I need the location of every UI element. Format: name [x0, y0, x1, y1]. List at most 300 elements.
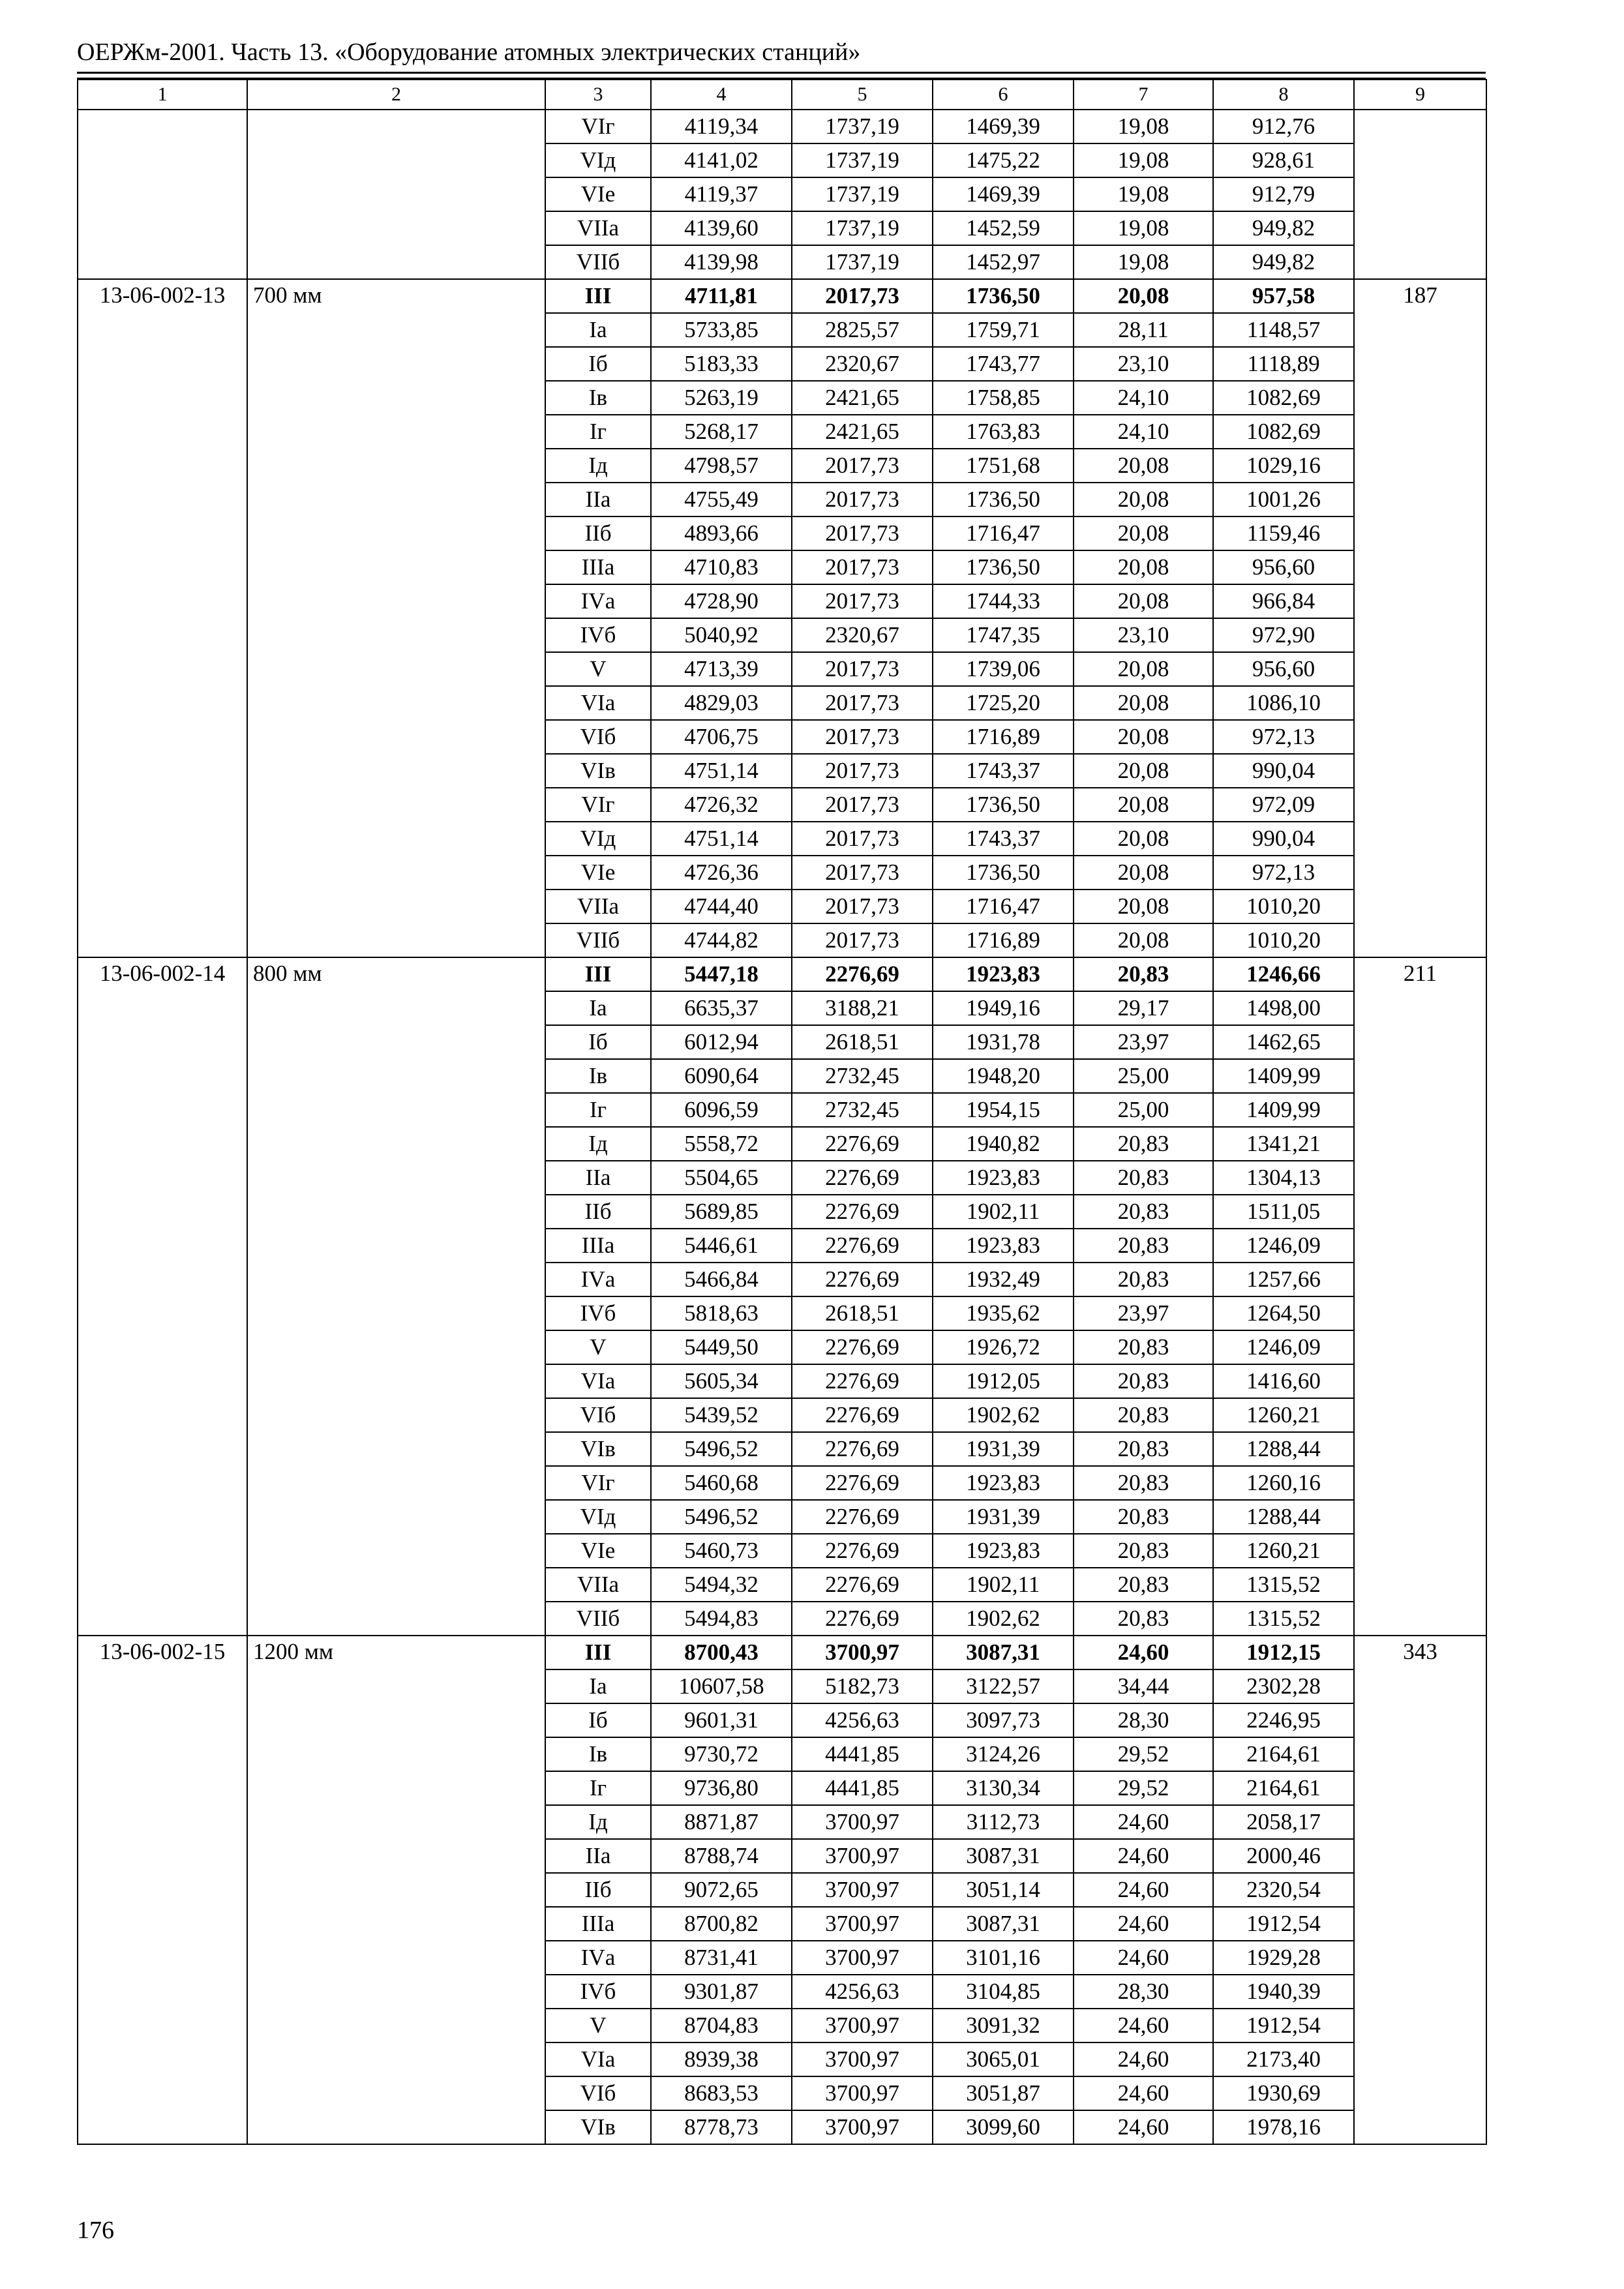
value-cell: 20,83 — [1074, 957, 1213, 991]
value-cell: 1409,99 — [1213, 1059, 1354, 1093]
zone-cell: V — [545, 1330, 651, 1364]
value-cell: 1462,65 — [1213, 1025, 1354, 1059]
value-cell: 949,82 — [1213, 211, 1354, 245]
value-cell: 1926,72 — [933, 1330, 1074, 1364]
value-cell: 1940,39 — [1213, 1975, 1354, 2009]
value-cell: 4751,14 — [651, 754, 792, 788]
zone-cell: Iб — [545, 347, 651, 381]
zone-cell: VIа — [545, 686, 651, 720]
value-cell: 6096,59 — [651, 1093, 792, 1127]
zone-cell: IVа — [545, 584, 651, 618]
value-cell: 8778,73 — [651, 2110, 792, 2144]
zone-cell: Iа — [545, 1669, 651, 1703]
value-cell: 1923,83 — [933, 1534, 1074, 1568]
value-cell: 5466,84 — [651, 1263, 792, 1296]
value-cell: 20,83 — [1074, 1534, 1213, 1568]
value-cell: 2164,61 — [1213, 1737, 1354, 1771]
value-cell: 2000,46 — [1213, 1839, 1354, 1873]
value-cell: 8788,74 — [651, 1839, 792, 1873]
value-cell: 23,97 — [1074, 1296, 1213, 1330]
value-cell: 5733,85 — [651, 313, 792, 347]
value-cell: 20,83 — [1074, 1330, 1213, 1364]
value-cell: 2825,57 — [792, 313, 933, 347]
value-cell: 5446,61 — [651, 1229, 792, 1263]
value-cell: 1978,16 — [1213, 2110, 1354, 2144]
value-cell: 4893,66 — [651, 516, 792, 550]
value-cell: 1923,83 — [933, 1161, 1074, 1195]
value-cell: 2276,69 — [792, 1568, 933, 1602]
value-cell: 3051,14 — [933, 1873, 1074, 1907]
zone-cell: VIе — [545, 856, 651, 890]
value-cell: 1935,62 — [933, 1296, 1074, 1330]
value-cell: 5268,17 — [651, 415, 792, 449]
zone-cell: VIв — [545, 2110, 651, 2144]
value-cell: 972,90 — [1213, 618, 1354, 652]
value-cell: 1416,60 — [1213, 1364, 1354, 1398]
value-cell: 9301,87 — [651, 1975, 792, 2009]
value-cell: 3087,31 — [933, 1636, 1074, 1669]
value-cell: 1923,83 — [933, 957, 1074, 991]
value-cell: 2320,67 — [792, 618, 933, 652]
value-cell: 1469,39 — [933, 177, 1074, 211]
value-cell: 1082,69 — [1213, 415, 1354, 449]
value-cell: 1341,21 — [1213, 1127, 1354, 1161]
header-rule — [77, 72, 1486, 74]
value-cell: 24,60 — [1074, 1805, 1213, 1839]
value-cell: 24,10 — [1074, 415, 1213, 449]
value-cell: 24,60 — [1074, 1907, 1213, 1941]
value-cell: 5449,50 — [651, 1330, 792, 1364]
value-cell: 20,83 — [1074, 1364, 1213, 1398]
column-number: 1 — [78, 80, 247, 110]
value-cell: 2732,45 — [792, 1093, 933, 1127]
value-cell: 20,08 — [1074, 449, 1213, 483]
value-cell: 20,83 — [1074, 1229, 1213, 1263]
zone-cell: VIIа — [545, 211, 651, 245]
value-cell: 2276,69 — [792, 1500, 933, 1534]
zone-cell: Iв — [545, 381, 651, 415]
value-cell: 1010,20 — [1213, 923, 1354, 957]
value-cell: 972,13 — [1213, 720, 1354, 754]
value-cell: 990,04 — [1213, 754, 1354, 788]
value-cell: 25,00 — [1074, 1093, 1213, 1127]
value-cell: 1948,20 — [933, 1059, 1074, 1093]
value-cell: 1759,71 — [933, 313, 1074, 347]
value-cell: 912,79 — [1213, 177, 1354, 211]
value-cell: 972,13 — [1213, 856, 1354, 890]
value-cell: 24,10 — [1074, 381, 1213, 415]
value-cell: 2017,73 — [792, 923, 933, 957]
value-cell: 1475,22 — [933, 143, 1074, 177]
value-cell: 4728,90 — [651, 584, 792, 618]
zone-cell: IVа — [545, 1941, 651, 1975]
value-cell: 4119,37 — [651, 177, 792, 211]
value-cell: 1716,89 — [933, 720, 1074, 754]
value-cell: 1751,68 — [933, 449, 1074, 483]
value-cell: 5496,52 — [651, 1432, 792, 1466]
zone-cell: IIб — [545, 1195, 651, 1229]
column-number: 9 — [1354, 80, 1486, 110]
value-cell: 2276,69 — [792, 1263, 933, 1296]
value-cell: 20,08 — [1074, 856, 1213, 890]
value-cell: 1716,47 — [933, 516, 1074, 550]
value-cell: 3104,85 — [933, 1975, 1074, 2009]
value-cell: 2618,51 — [792, 1296, 933, 1330]
value-cell: 1716,89 — [933, 923, 1074, 957]
value-cell: 4829,03 — [651, 686, 792, 720]
value-cell: 20,08 — [1074, 788, 1213, 822]
value-cell: 2302,28 — [1213, 1669, 1354, 1703]
value-cell: 1498,00 — [1213, 991, 1354, 1025]
value-cell: 949,82 — [1213, 245, 1354, 279]
value-cell: 3700,97 — [792, 1805, 933, 1839]
value-cell: 6635,37 — [651, 991, 792, 1025]
value-cell: 2276,69 — [792, 1602, 933, 1636]
page-title: ОЕРЖм-2001. Часть 13. «Оборудование атомных электрических станций» — [77, 38, 861, 66]
zone-cell: VIIб — [545, 1602, 651, 1636]
value-cell: 5263,19 — [651, 381, 792, 415]
value-cell: 24,60 — [1074, 1839, 1213, 1873]
value-cell: 9072,65 — [651, 1873, 792, 1907]
value-cell: 1452,59 — [933, 211, 1074, 245]
value-cell: 3051,87 — [933, 2076, 1074, 2110]
value-cell: 20,83 — [1074, 1602, 1213, 1636]
value-cell: 24,60 — [1074, 1941, 1213, 1975]
value-cell: 2058,17 — [1213, 1805, 1354, 1839]
value-cell: 19,08 — [1074, 143, 1213, 177]
value-cell: 19,08 — [1074, 211, 1213, 245]
value-cell: 29,52 — [1074, 1771, 1213, 1805]
value-cell: 20,83 — [1074, 1263, 1213, 1296]
zone-cell: Iд — [545, 1127, 651, 1161]
value-cell: 2017,73 — [792, 890, 933, 923]
value-cell: 990,04 — [1213, 822, 1354, 856]
extra-value-cell: 187 — [1354, 279, 1486, 957]
value-cell: 956,60 — [1213, 550, 1354, 584]
value-cell: 4751,14 — [651, 822, 792, 856]
value-cell: 9736,80 — [651, 1771, 792, 1805]
value-cell: 28,30 — [1074, 1975, 1213, 2009]
value-cell: 1923,83 — [933, 1466, 1074, 1500]
value-cell: 3700,97 — [792, 1941, 933, 1975]
value-cell: 4744,82 — [651, 923, 792, 957]
column-number-row — [78, 80, 1486, 110]
value-cell: 8939,38 — [651, 2042, 792, 2076]
value-cell: 28,30 — [1074, 1703, 1213, 1737]
value-cell: 24,60 — [1074, 2009, 1213, 2042]
column-number: 8 — [1213, 80, 1354, 110]
zone-cell: IIIа — [545, 550, 651, 584]
value-cell: 3097,73 — [933, 1703, 1074, 1737]
rates-table — [77, 79, 1487, 2145]
value-cell: 2276,69 — [792, 1229, 933, 1263]
rate-code-cell: 13-06-002-14 — [78, 957, 247, 1636]
zone-cell: Iа — [545, 313, 651, 347]
value-cell: 3188,21 — [792, 991, 933, 1025]
value-cell: 1315,52 — [1213, 1602, 1354, 1636]
zone-cell: III — [545, 1636, 651, 1669]
value-cell: 8871,87 — [651, 1805, 792, 1839]
zone-cell: VIв — [545, 754, 651, 788]
value-cell: 29,17 — [1074, 991, 1213, 1025]
column-number: 4 — [651, 80, 792, 110]
value-cell: 1739,06 — [933, 652, 1074, 686]
zone-cell: Iд — [545, 449, 651, 483]
value-cell: 3700,97 — [792, 1907, 933, 1941]
value-cell: 24,60 — [1074, 1636, 1213, 1669]
value-cell: 1260,16 — [1213, 1466, 1354, 1500]
value-cell: 24,60 — [1074, 2110, 1213, 2144]
zone-cell: IIб — [545, 1873, 651, 1907]
value-cell: 5496,52 — [651, 1500, 792, 1534]
zone-cell: VIг — [545, 788, 651, 822]
value-cell: 1737,19 — [792, 177, 933, 211]
value-cell: 29,52 — [1074, 1737, 1213, 1771]
zone-cell: Iа — [545, 991, 651, 1025]
value-cell: 1902,62 — [933, 1398, 1074, 1432]
value-cell: 20,83 — [1074, 1500, 1213, 1534]
rate-code-cell: 13-06-002-13 — [78, 279, 247, 957]
value-cell: 1758,85 — [933, 381, 1074, 415]
value-cell: 1288,44 — [1213, 1500, 1354, 1534]
value-cell: 1737,19 — [792, 245, 933, 279]
value-cell: 3124,26 — [933, 1737, 1074, 1771]
value-cell: 1264,50 — [1213, 1296, 1354, 1330]
value-cell: 1932,49 — [933, 1263, 1074, 1296]
value-cell: 2017,73 — [792, 279, 933, 313]
value-cell: 20,83 — [1074, 1161, 1213, 1195]
value-cell: 1452,97 — [933, 245, 1074, 279]
value-cell: 8704,83 — [651, 2009, 792, 2042]
value-cell: 1260,21 — [1213, 1534, 1354, 1568]
value-cell: 1246,09 — [1213, 1330, 1354, 1364]
zone-cell: Iв — [545, 1737, 651, 1771]
value-cell: 3087,31 — [933, 1907, 1074, 1941]
value-cell: 3087,31 — [933, 1839, 1074, 1873]
zone-cell: VIа — [545, 2042, 651, 2076]
zone-cell: VIб — [545, 1398, 651, 1432]
value-cell: 4726,36 — [651, 856, 792, 890]
value-cell: 1736,50 — [933, 788, 1074, 822]
value-cell: 2421,65 — [792, 415, 933, 449]
value-cell: 19,08 — [1074, 245, 1213, 279]
value-cell: 1940,82 — [933, 1127, 1074, 1161]
value-cell: 4710,83 — [651, 550, 792, 584]
value-cell: 1260,21 — [1213, 1398, 1354, 1432]
value-cell: 1744,33 — [933, 584, 1074, 618]
value-cell: 5182,73 — [792, 1669, 933, 1703]
value-cell: 2017,73 — [792, 856, 933, 890]
value-cell: 3065,01 — [933, 2042, 1074, 2076]
value-cell: 1469,39 — [933, 110, 1074, 143]
value-cell: 3700,97 — [792, 1873, 933, 1907]
value-cell: 2276,69 — [792, 1534, 933, 1568]
value-cell: 23,97 — [1074, 1025, 1213, 1059]
value-cell: 4744,40 — [651, 890, 792, 923]
value-cell: 23,10 — [1074, 618, 1213, 652]
value-cell: 20,83 — [1074, 1466, 1213, 1500]
value-cell: 28,11 — [1074, 313, 1213, 347]
column-number: 7 — [1074, 80, 1213, 110]
value-cell: 1029,16 — [1213, 449, 1354, 483]
zone-cell: VIе — [545, 1534, 651, 1568]
value-cell: 1409,99 — [1213, 1093, 1354, 1127]
value-cell: 20,83 — [1074, 1568, 1213, 1602]
zone-cell: VIд — [545, 143, 651, 177]
diameter-cell: 800 мм — [247, 957, 545, 1636]
value-cell: 1246,09 — [1213, 1229, 1354, 1263]
value-cell: 4139,60 — [651, 211, 792, 245]
value-cell: 1257,66 — [1213, 1263, 1354, 1296]
zone-cell: Iг — [545, 1093, 651, 1127]
value-cell: 2246,95 — [1213, 1703, 1354, 1737]
value-cell: 4139,98 — [651, 245, 792, 279]
value-cell: 1912,05 — [933, 1364, 1074, 1398]
column-number: 5 — [792, 80, 933, 110]
value-cell: 1118,89 — [1213, 347, 1354, 381]
value-cell: 2017,73 — [792, 550, 933, 584]
value-cell: 3091,32 — [933, 2009, 1074, 2042]
value-cell: 2017,73 — [792, 584, 933, 618]
value-cell: 1010,20 — [1213, 890, 1354, 923]
value-cell: 5460,68 — [651, 1466, 792, 1500]
value-cell: 1743,37 — [933, 822, 1074, 856]
value-cell: 20,83 — [1074, 1127, 1213, 1161]
value-cell: 972,09 — [1213, 788, 1354, 822]
zone-cell: V — [545, 2009, 651, 2042]
value-cell: 2017,73 — [792, 516, 933, 550]
value-cell: 5460,73 — [651, 1534, 792, 1568]
name-cell-empty — [247, 110, 545, 279]
value-cell: 1246,66 — [1213, 957, 1354, 991]
value-cell: 1304,13 — [1213, 1161, 1354, 1195]
value-cell: 4713,39 — [651, 652, 792, 686]
value-cell: 1912,54 — [1213, 2009, 1354, 2042]
zone-cell: Iг — [545, 1771, 651, 1805]
value-cell: 20,83 — [1074, 1398, 1213, 1432]
value-cell: 20,08 — [1074, 890, 1213, 923]
value-cell: 3101,16 — [933, 1941, 1074, 1975]
value-cell: 20,08 — [1074, 584, 1213, 618]
column-number: 3 — [545, 80, 651, 110]
value-cell: 6090,64 — [651, 1059, 792, 1093]
value-cell: 19,08 — [1074, 110, 1213, 143]
value-cell: 24,60 — [1074, 2076, 1213, 2110]
value-cell: 2276,69 — [792, 1466, 933, 1500]
zone-cell: IVа — [545, 1263, 651, 1296]
zone-cell: Iд — [545, 1805, 651, 1839]
value-cell: 1743,77 — [933, 347, 1074, 381]
value-cell: 5040,92 — [651, 618, 792, 652]
value-cell: 4706,75 — [651, 720, 792, 754]
zone-cell: IVб — [545, 618, 651, 652]
value-cell: 20,83 — [1074, 1432, 1213, 1466]
zone-cell: IIIа — [545, 1229, 651, 1263]
zone-cell: VIг — [545, 1466, 651, 1500]
page-number: 176 — [77, 2217, 114, 2244]
zone-cell: IIа — [545, 1161, 651, 1195]
value-cell: 3130,34 — [933, 1771, 1074, 1805]
value-cell: 1737,19 — [792, 211, 933, 245]
zone-cell: VIе — [545, 177, 651, 211]
rates-table-body — [78, 80, 1486, 2144]
value-cell: 1511,05 — [1213, 1195, 1354, 1229]
value-cell: 3700,97 — [792, 1839, 933, 1873]
value-cell: 19,08 — [1074, 177, 1213, 211]
value-cell: 5494,32 — [651, 1568, 792, 1602]
zone-cell: VIд — [545, 1500, 651, 1534]
value-cell: 3122,57 — [933, 1669, 1074, 1703]
value-cell: 4256,63 — [792, 1703, 933, 1737]
value-cell: 3112,73 — [933, 1805, 1074, 1839]
extra-value-cell: 343 — [1354, 1636, 1486, 2144]
zone-cell: VIв — [545, 1432, 651, 1466]
value-cell: 20,08 — [1074, 822, 1213, 856]
value-cell: 20,08 — [1074, 720, 1213, 754]
value-cell: 966,84 — [1213, 584, 1354, 618]
column-number: 2 — [247, 80, 545, 110]
value-cell: 1159,46 — [1213, 516, 1354, 550]
value-cell: 1912,54 — [1213, 1907, 1354, 1941]
value-cell: 1930,69 — [1213, 2076, 1354, 2110]
zone-cell: VIIа — [545, 1568, 651, 1602]
zone-cell: III — [545, 957, 651, 991]
value-cell: 5605,34 — [651, 1364, 792, 1398]
value-cell: 2017,73 — [792, 754, 933, 788]
diameter-cell: 700 мм — [247, 279, 545, 957]
value-cell: 4141,02 — [651, 143, 792, 177]
value-cell: 5504,65 — [651, 1161, 792, 1195]
value-cell: 1288,44 — [1213, 1432, 1354, 1466]
value-cell: 2276,69 — [792, 1432, 933, 1466]
value-cell: 4711,81 — [651, 279, 792, 313]
value-cell: 912,76 — [1213, 110, 1354, 143]
value-cell: 3700,97 — [792, 2076, 933, 2110]
zone-cell: IIIа — [545, 1907, 651, 1941]
value-cell: 5689,85 — [651, 1195, 792, 1229]
zone-cell: IIб — [545, 516, 651, 550]
value-cell: 24,60 — [1074, 1873, 1213, 1907]
value-cell: 1931,39 — [933, 1432, 1074, 1466]
zone-cell: Iб — [545, 1703, 651, 1737]
zone-cell: VIб — [545, 2076, 651, 2110]
group-base-row — [78, 1636, 1486, 1669]
value-cell: 1902,62 — [933, 1602, 1074, 1636]
value-cell: 9601,31 — [651, 1703, 792, 1737]
value-cell: 1736,50 — [933, 856, 1074, 890]
extra-value-cell: 211 — [1354, 957, 1486, 1636]
value-cell: 1082,69 — [1213, 381, 1354, 415]
value-cell: 1931,78 — [933, 1025, 1074, 1059]
value-cell: 9730,72 — [651, 1737, 792, 1771]
value-cell: 1725,20 — [933, 686, 1074, 720]
value-cell: 5447,18 — [651, 957, 792, 991]
value-cell: 4726,32 — [651, 788, 792, 822]
value-cell: 20,08 — [1074, 279, 1213, 313]
value-cell: 5558,72 — [651, 1127, 792, 1161]
value-cell: 4798,57 — [651, 449, 792, 483]
zone-cell: VIб — [545, 720, 651, 754]
value-cell: 1736,50 — [933, 550, 1074, 584]
rate-code-cell: 13-06-002-15 — [78, 1636, 247, 2144]
value-cell: 1763,83 — [933, 415, 1074, 449]
value-cell: 1736,50 — [933, 483, 1074, 516]
value-cell: 1086,10 — [1213, 686, 1354, 720]
value-cell: 2276,69 — [792, 1398, 933, 1432]
value-cell: 4441,85 — [792, 1737, 933, 1771]
zone-cell: VIд — [545, 822, 651, 856]
zone-cell: VIIа — [545, 890, 651, 923]
